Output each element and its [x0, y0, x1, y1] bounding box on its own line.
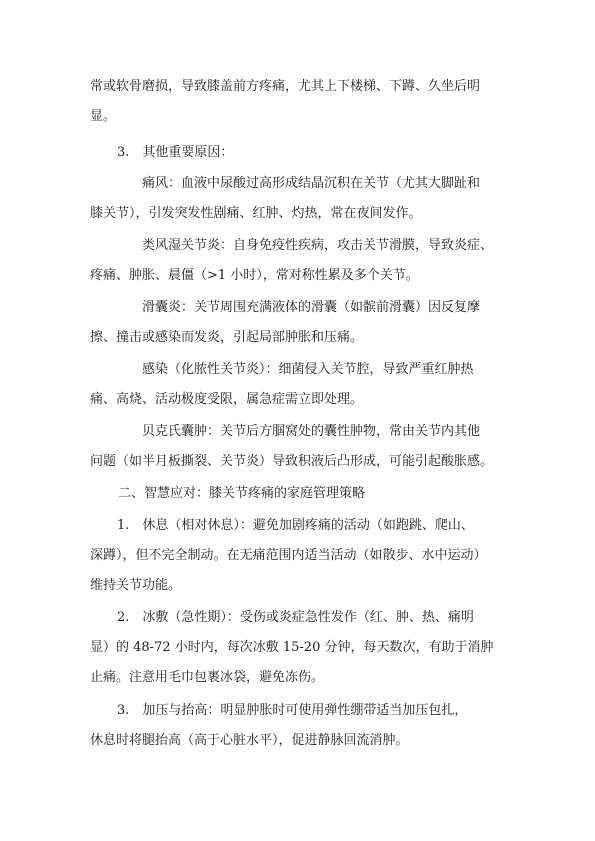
body-line: 滑囊炎：关节周围充满液体的滑囊（如髌前滑囊）因反复摩 — [142, 300, 481, 315]
body-line: 2. 冰敷（急性期）：受伤或炎症急性发作（红、肿、热、痛明 — [117, 610, 474, 625]
section-heading: 二、智慧应对：膝关节疼痛的家庭管理策略 — [118, 486, 366, 501]
body-line: 维持关节功能。 — [90, 578, 182, 593]
body-line: 贝克氏囊肿：关节后方腘窝处的囊性肿物，常由关节内其他 — [142, 424, 481, 439]
body-line: 休息时将腿抬高（高于心脏水平），促进静脉回流消肿。 — [90, 733, 409, 748]
body-line: 深蹲），但不完全制动。在无痛范围内适当活动（如散步、水中运动） — [90, 548, 487, 563]
body-line: 擦、撞击或感染而发炎，引起局部肿胀和压痛。 — [90, 330, 364, 345]
list-heading: 3. 其他重要原因： — [117, 145, 234, 160]
body-line: 膝关节），引发突发性剧痛、红肿、灼热，常在夜间发作。 — [90, 206, 422, 221]
body-line: 问题（如半月板撕裂、关节炎）导致积液后凸形成，可能引起酸胀感。 — [90, 454, 494, 469]
body-line: 常或软骨磨损，导致膝盖前方疼痛，尤其上下楼梯、下蹲、久坐后明 — [90, 79, 481, 94]
body-line: 3. 加压与抬高：明显肿胀时可使用弹性绷带适当加压包扎， — [117, 703, 468, 718]
body-line: 痛风：血液中尿酸过高形成结晶沉积在关节（尤其大脚趾和 — [142, 176, 481, 191]
body-line: 感染（化脓性关节炎）：细菌侵入关节腔，导致严重红肿热 — [142, 362, 474, 377]
body-line: 止痛。注意用毛巾包裹冰袋，避免冻伤。 — [90, 670, 325, 685]
body-line: 显。 — [90, 109, 117, 124]
body-line: 1. 休息（相对休息）：避免加剧疼痛的活动（如跑跳、爬山、 — [117, 518, 474, 533]
body-line: 疼痛、肿胀、晨僵（>1 小时），常对称性累及多个关节。 — [90, 268, 419, 283]
body-line: 显）的 48-72 小时内，每次冰敷 15-20 分钟，每天数次，有助于消肿 — [90, 640, 494, 655]
body-line: 类风湿关节炎：自身免疫性疾病，攻击关节滑膜，导致炎症、 — [142, 238, 494, 253]
body-line: 痛、高烧、活动极度受限，属急症需立即处理。 — [90, 392, 364, 407]
